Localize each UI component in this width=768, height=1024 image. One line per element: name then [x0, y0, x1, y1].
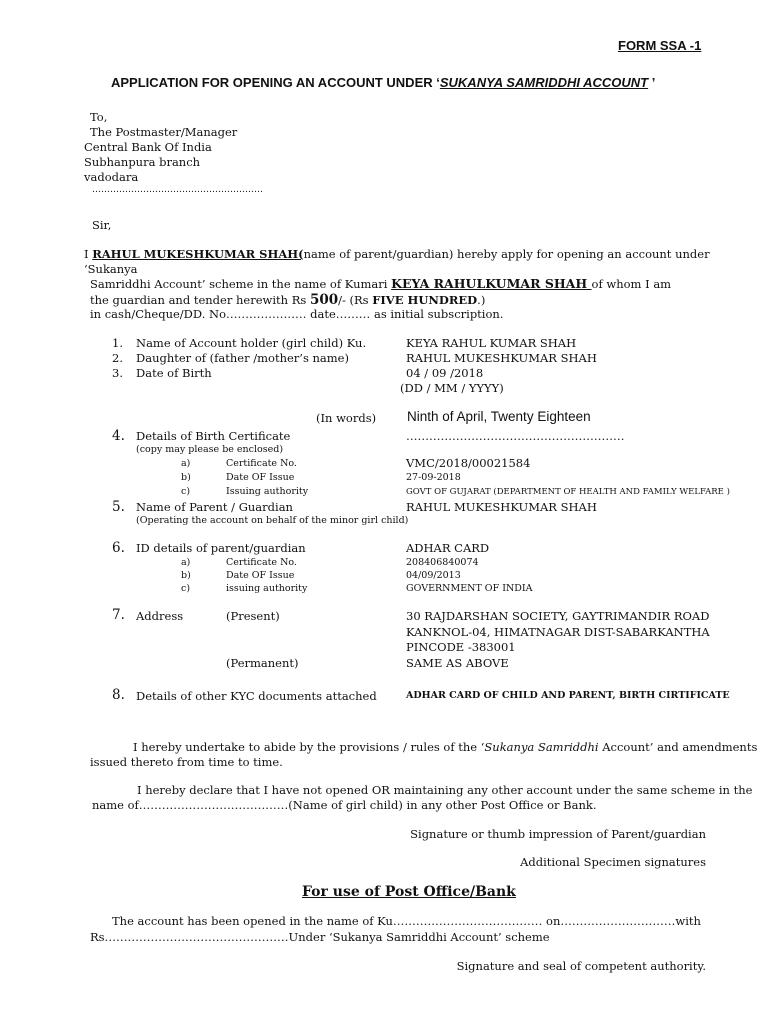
- undertaking-line-1: [133, 740, 757, 754]
- item-4-num: 4.: [112, 428, 125, 444]
- parent-signature-label: Signature or thumb impression of Parent/guardian: [410, 827, 706, 841]
- item-6b-key: b): [181, 570, 191, 581]
- declaration-line-2: name of…………………………………(Name of girl child) in any other Post Office or Bank.: [92, 798, 597, 812]
- item-6-label: ID details of parent/guardian: [136, 541, 306, 555]
- item-7-permanent-label: (Permanent): [226, 656, 299, 670]
- intro-line-1-rest: name of parent/guardian) hereby apply for opening an account under: [303, 247, 710, 261]
- item-8-num: 8.: [112, 687, 125, 703]
- item-8-label: Details of other KYC documents attached: [136, 689, 377, 703]
- authority-signature-label: Signature and seal of competent authority.: [456, 959, 706, 973]
- item-6-num: 6.: [112, 540, 125, 556]
- date-format-hint: (DD / MM / YYYY): [400, 381, 504, 395]
- item-5-note: (Operating the account on behalf of the minor girl child): [136, 515, 409, 526]
- item-4b-label: Date OF Issue: [226, 472, 295, 483]
- title-suffix: ’: [648, 75, 656, 90]
- intro-line-3-c: .): [477, 293, 486, 307]
- item-7-address-line-2: KANKNOL-04, HIMATNAGAR DIST-SABARKANTHA: [406, 625, 710, 639]
- item-6a-label: Certificate No.: [226, 557, 297, 568]
- item-4c-key: c): [181, 486, 191, 497]
- item-7-address-line-1: 30 RAJDARSHAN SOCIETY, GAYTRIMANDIR ROAD: [406, 609, 710, 623]
- item-2-num: 2.: [112, 351, 123, 365]
- intro-line-1b: ‘Sukanya: [84, 262, 138, 276]
- declaration-line-1: I hereby declare that I have not opened OR maintaining any other account under the same scheme in the: [137, 783, 753, 797]
- item-4a-key: a): [181, 458, 191, 469]
- item-6b-label: Date OF Issue: [226, 570, 295, 581]
- intro-line-3: [90, 292, 485, 308]
- item-7-permanent-value: SAME AS ABOVE: [406, 656, 509, 670]
- item-3-label: Date of Birth: [136, 366, 212, 380]
- item-4a-label: Certificate No.: [226, 458, 297, 469]
- office-use-line-1: The account has been opened in the name of Ku………………………………… on…………………………with: [112, 914, 701, 928]
- item-4b-value: 27-09-2018: [406, 472, 461, 483]
- intro-line-2-a: Samriddhi Account’ scheme in the name of Kumari: [90, 277, 392, 291]
- address-line-4: vadodara: [84, 170, 139, 184]
- specimen-signature-label: Additional Specimen signatures: [520, 855, 706, 869]
- amount: 500: [309, 292, 339, 308]
- parent-name: RAHUL MUKESHKUMAR SHAH(: [92, 247, 304, 261]
- item-1-num: 1.: [112, 336, 123, 350]
- intro-line-1: [84, 247, 710, 261]
- item-4c-label: Issuing authority: [226, 486, 309, 497]
- item-1-label: Name of Account holder (girl child) Ku.: [136, 336, 367, 350]
- child-name: KEYA RAHULKUMAR SHAH: [391, 276, 592, 291]
- undertaking-scheme: Sukanya Samriddhi: [484, 740, 599, 754]
- address-line-2: Central Bank Of India: [84, 140, 212, 154]
- address-line-1: The Postmaster/Manager: [90, 125, 238, 139]
- item-6a-value: 208406840074: [406, 557, 479, 568]
- item-6c-key: c): [181, 583, 191, 594]
- item-5-num: 5.: [112, 499, 125, 515]
- intro-line-2-b: of whom I am: [591, 277, 672, 291]
- title-prefix: APPLICATION FOR OPENING AN ACCOUNT UNDER ‘: [111, 75, 440, 90]
- intro-line-2: [90, 276, 671, 291]
- item-6c-label: issuing authority: [226, 583, 308, 594]
- address-line-3: Subhanpura branch: [84, 155, 201, 169]
- intro-line-4: in cash/Cheque/DD. No………………… date……… as initial subscription.: [90, 307, 504, 321]
- item-6b-value: 04/09/2013: [406, 570, 461, 581]
- item-2-label: Daughter of (father /mother’s name): [136, 351, 349, 365]
- item-3-value: 04 / 09 /2018: [406, 366, 484, 380]
- item-6-value: ADHAR CARD: [406, 541, 490, 555]
- item-4-value: …………………………………………………: [406, 429, 625, 443]
- address-dots: …………………………………………………: [92, 185, 263, 195]
- item-4-label: Details of Birth Certificate: [136, 429, 291, 443]
- item-2-value: RAHUL MUKESHKUMAR SHAH: [406, 351, 597, 365]
- item-7-address-line-3: PINCODE -383001: [406, 640, 516, 654]
- item-7-label: Address: [136, 609, 184, 623]
- intro-line-3-b: /- (Rs: [338, 293, 373, 307]
- in-words-value: Ninth of April, Twenty Eighteen: [407, 409, 591, 424]
- title-scheme: SUKANYA SAMRIDDHI ACCOUNT: [439, 75, 649, 90]
- undertaking-line-2: issued thereto from time to time.: [90, 755, 283, 769]
- intro-i: I: [84, 247, 93, 261]
- intro-line-3-a: the guardian and tender herewith Rs: [90, 293, 310, 307]
- item-4a-value: VMC/2018/00021584: [406, 456, 531, 470]
- item-6c-value: GOVERNMENT OF INDIA: [406, 583, 533, 594]
- item-4-note: (copy may please be enclosed): [136, 444, 284, 455]
- item-4b-key: b): [181, 472, 191, 483]
- form-code: FORM SSA -1: [618, 38, 702, 53]
- item-6a-key: a): [181, 557, 191, 568]
- item-5-label: Name of Parent / Guardian: [136, 500, 293, 514]
- undertaking-a: I hereby undertake to abide by the provisions / rules of the ‘: [133, 740, 485, 754]
- item-4c-value: GOVT OF GUJARAT (DEPARTMENT OF HEALTH AND FAMILY WELFARE ): [406, 487, 730, 497]
- address-to: To,: [90, 110, 108, 124]
- page-title: [111, 75, 655, 90]
- office-use-line-2: Rs…………………………………………Under ‘Sukanya Samriddhi Account’ scheme: [90, 930, 550, 944]
- amount-words: FIVE HUNDRED: [372, 293, 478, 307]
- item-5-value: RAHUL MUKESHKUMAR SHAH: [406, 500, 597, 514]
- salutation: Sir,: [92, 218, 112, 232]
- item-7-present-label: (Present): [226, 609, 280, 623]
- item-3-num: 3.: [112, 366, 123, 380]
- item-7-num: 7.: [112, 607, 125, 623]
- item-1-value: KEYA RAHUL KUMAR SHAH: [406, 336, 577, 350]
- undertaking-b: Account’ and amendments: [598, 740, 758, 754]
- office-use-heading: For use of Post Office/Bank: [302, 884, 516, 900]
- in-words-label: (In words): [316, 411, 377, 425]
- item-8-value: ADHAR CARD OF CHILD AND PARENT, BIRTH CIRTIFICATE: [406, 690, 730, 701]
